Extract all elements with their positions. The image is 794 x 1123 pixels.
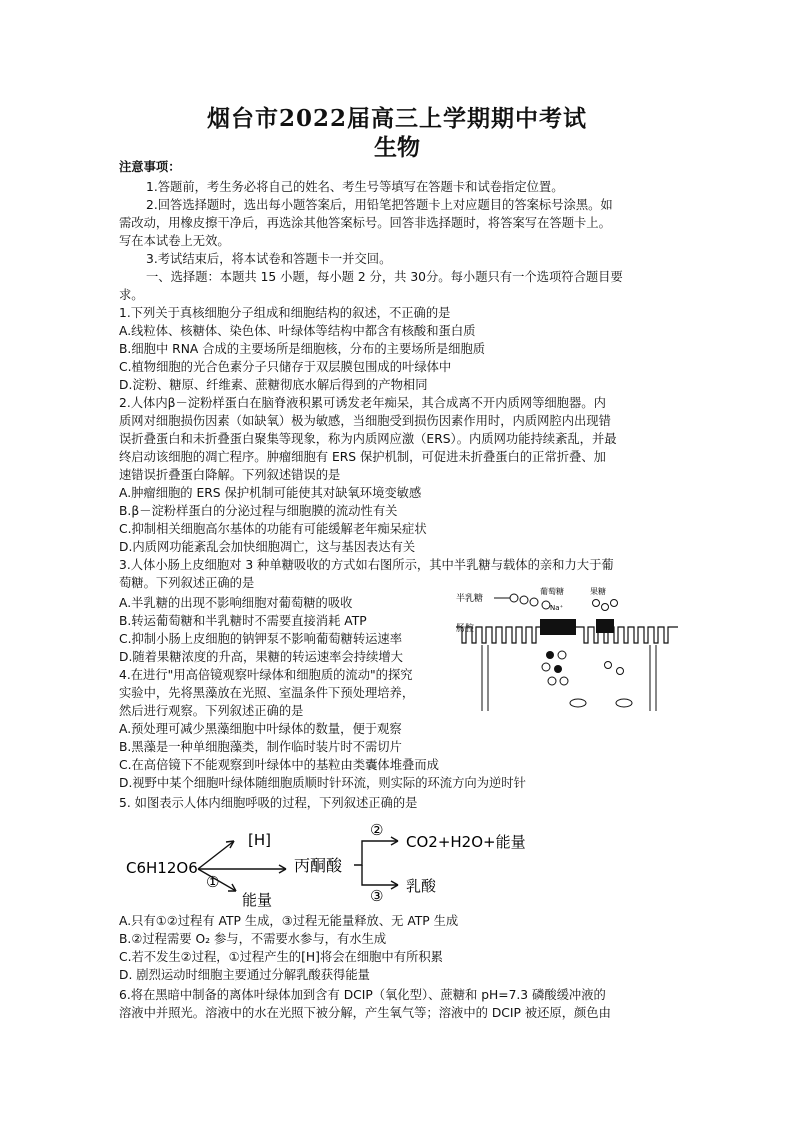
sodium-label: Na⁺ xyxy=(550,604,564,612)
notice-line: 3.考试结束后，将本试卷和答题卡一并交回。 xyxy=(146,252,392,266)
q1-option-d: D.淀粉、糖原、纤维素、蔗糖彻底水解后得到的产物相同 xyxy=(119,378,428,392)
q1-option-b: B.细胞中 RNA 合成的主要场所是细胞核，分布的主要场所是细胞质 xyxy=(119,342,486,356)
glucose-in-cell xyxy=(546,651,554,659)
galactose-molecule xyxy=(510,594,518,602)
q5-option-c: C.若不发生②过程，①过程产生的[H]将会在细胞中有所积累 xyxy=(119,950,443,964)
glut5-carrier xyxy=(596,619,614,633)
galactose-molecule xyxy=(520,596,528,604)
q5-option-a: A.只有①②过程有 ATP 生成，③过程无能量释放、无 ATP 生成 xyxy=(119,914,459,928)
q2-option-d: D.内质网功能紊乱会加快细胞凋亡，这与基因表达有关 xyxy=(119,540,416,554)
basolateral-carrier xyxy=(616,699,632,707)
respiration-diagram xyxy=(126,815,566,915)
glucose-molecule xyxy=(542,601,550,609)
notice-line: 写在本试卷上无效。 xyxy=(119,234,230,248)
q6-stem: 溶液中并照光。溶液中的水在光照下被分解，产生氧气等；溶液中的 DCIP 被还原，颜色由 xyxy=(119,1006,611,1020)
q4-stem: 然后进行观察。下列叙述正确的是 xyxy=(119,704,304,718)
q5-option-d: D. 剧烈运动时细胞主要通过分解乳酸获得能量 xyxy=(119,968,370,982)
q3-stem: 3.人体小肠上皮细胞对 3 种单糖吸收的方式如右图所示，其中半乳糖与载体的亲和力大于葡 xyxy=(119,558,614,572)
q4-stem: 4.在进行"用高倍镜观察叶绿体和细胞质的流动"的探究 xyxy=(119,668,413,682)
sglt-carrier xyxy=(540,619,576,635)
lactic-acid-label: 乳酸 xyxy=(406,877,437,895)
pyruvate-label: 丙酮酸 xyxy=(294,856,343,875)
q2-stem: 终启动该细胞的凋亡程序。肿瘤细胞有 ERS 保护机制，可促进未折叠蛋白的正常折叠、加 xyxy=(119,450,606,464)
q3-option-b: B.转运葡萄糖和半乳糖时不需要直接消耗 ATP xyxy=(119,614,367,628)
q2-option-b: B.β－淀粉样蛋白的分泌过程与细胞膜的流动性有关 xyxy=(119,504,398,518)
glucose-formula: C6H12O6 xyxy=(126,859,198,877)
arrow-to-h xyxy=(198,841,234,869)
galactose-in-cell xyxy=(560,677,568,685)
q6-stem: 6.将在黑暗中制备的离体叶绿体加到含有 DCIP（氧化型）、蔗糖和 pH=7.3 磷酸缓冲液的 xyxy=(119,988,606,1002)
exam-title: 烟台市2022届高三上学期期中考试 xyxy=(206,105,587,132)
section-heading-cont: 求。 xyxy=(119,288,144,302)
intestine-label: 肠腔 xyxy=(456,624,475,634)
q2-option-a: A.肿瘤细胞的 ERS 保护机制可能使其对缺氧环境变敏感 xyxy=(119,486,422,500)
h-label: [H] xyxy=(248,831,271,849)
aerobic-products: CO2+H2O+能量 xyxy=(406,833,526,851)
q1-stem: 1.下列关于真核细胞分子组成和细胞结构的叙述，不正确的是 xyxy=(119,306,451,320)
galactose-in-cell xyxy=(548,677,556,685)
fructose-molecule xyxy=(593,600,600,607)
notice-line: 需改动，用橡皮擦干净后，再选涂其他答案标号。回答非选择题时，将答案写在答题卡上。 xyxy=(119,216,611,230)
q3-option-c: C.抑制小肠上皮细胞的钠钾泵不影响葡萄糖转运速率 xyxy=(119,632,403,646)
notice-heading: 注意事项： xyxy=(119,160,181,174)
notice-line: 2.回答选择题时，选出每小题答案后，用铅笔把答题卡上对应题目的答案标号涂黑。如 xyxy=(146,198,613,212)
q3-option-a: A.半乳糖的出现不影响细胞对葡萄糖的吸收 xyxy=(119,596,353,610)
q4-option-b: B.黑藻是一种单细胞藻类，制作临时装片时不需切片 xyxy=(119,740,402,754)
q2-stem: 误折叠蛋白和未折叠蛋白聚集等现象，称为内质网应激（ERS）。内质网功能持续紊乱，并最 xyxy=(119,432,617,446)
q4-option-d: D.视野中某个细胞叶绿体随细胞质顺时针环流，则实际的环流方向为逆时针 xyxy=(119,776,526,790)
galactose-label: 半乳糖 xyxy=(456,594,484,604)
step-3-marker: ③ xyxy=(370,887,384,905)
q3-transport-figure xyxy=(454,583,680,713)
galactose-molecule xyxy=(530,598,538,606)
step-2-marker: ② xyxy=(370,821,384,839)
q2-stem: 速错误折叠蛋白降解。下列叙述错误的是 xyxy=(119,468,341,482)
fructose-label: 果糖 xyxy=(590,587,606,596)
galactose-in-cell xyxy=(558,651,566,659)
fructose-in-cell xyxy=(605,662,612,669)
galactose-in-cell xyxy=(542,663,550,671)
basolateral-carrier xyxy=(570,699,586,707)
q2-stem: 质网对细胞损伤因素（如缺氧）极为敏感，当细胞受到损伤因素作用时，内质网腔内出现错 xyxy=(119,414,611,428)
step-1-marker: ① xyxy=(206,873,220,891)
notice-line: 1.答题前，考生务必将自己的姓名、考生号等填写在答题卡和试卷指定位置。 xyxy=(146,180,564,194)
q5-stem: 5. 如图表示人体内细胞呼吸的过程，下列叙述正确的是 xyxy=(119,796,418,810)
glucose-in-cell xyxy=(554,665,562,673)
fructose-molecule xyxy=(611,600,618,607)
q1-option-c: C.植物细胞的光合色素分子只储存于双层膜包围成的叶绿体中 xyxy=(119,360,452,374)
q4-stem: 实验中，先将黑藻放在光照、室温条件下预处理培养， xyxy=(119,686,415,700)
q4-option-c: C.在高倍镜下不能观察到叶绿体中的基粒由类囊体堆叠而成 xyxy=(119,758,439,772)
q1-option-a: A.线粒体、核糖体、染色体、叶绿体等结构中都含有核酸和蛋白质 xyxy=(119,324,476,338)
q5-option-b: B.②过程需要 O₂ 参与，不需要水参与，有水生成 xyxy=(119,932,387,946)
q4-option-a: A.预处理可减少黑藻细胞中叶绿体的数量，便于观察 xyxy=(119,722,402,736)
q3-option-d: D.随着果糖浓度的升高，果糖的转运速率会持续增大 xyxy=(119,650,403,664)
q2-option-c: C.抑制相关细胞高尔基体的功能有可能缓解老年痴呆症状 xyxy=(119,522,427,536)
glucose-label: 葡萄糖 xyxy=(540,587,564,596)
subject-title: 生物 xyxy=(374,134,420,161)
fructose-in-cell xyxy=(617,668,624,675)
energy-label: 能量 xyxy=(242,891,273,909)
q3-stem: 萄糖。下列叙述正确的是 xyxy=(119,576,255,590)
section-heading: 一、选择题：本题共 15 小题，每小题 2 分，共 30分。每小题只有一个选项符合题目要 xyxy=(146,270,623,284)
fructose-molecule xyxy=(602,604,609,611)
q2-stem: 2.人体内β－淀粉样蛋白在脑脊液积累可诱发老年痴呆，其合成离不开内质网等细胞器。内 xyxy=(119,396,606,410)
